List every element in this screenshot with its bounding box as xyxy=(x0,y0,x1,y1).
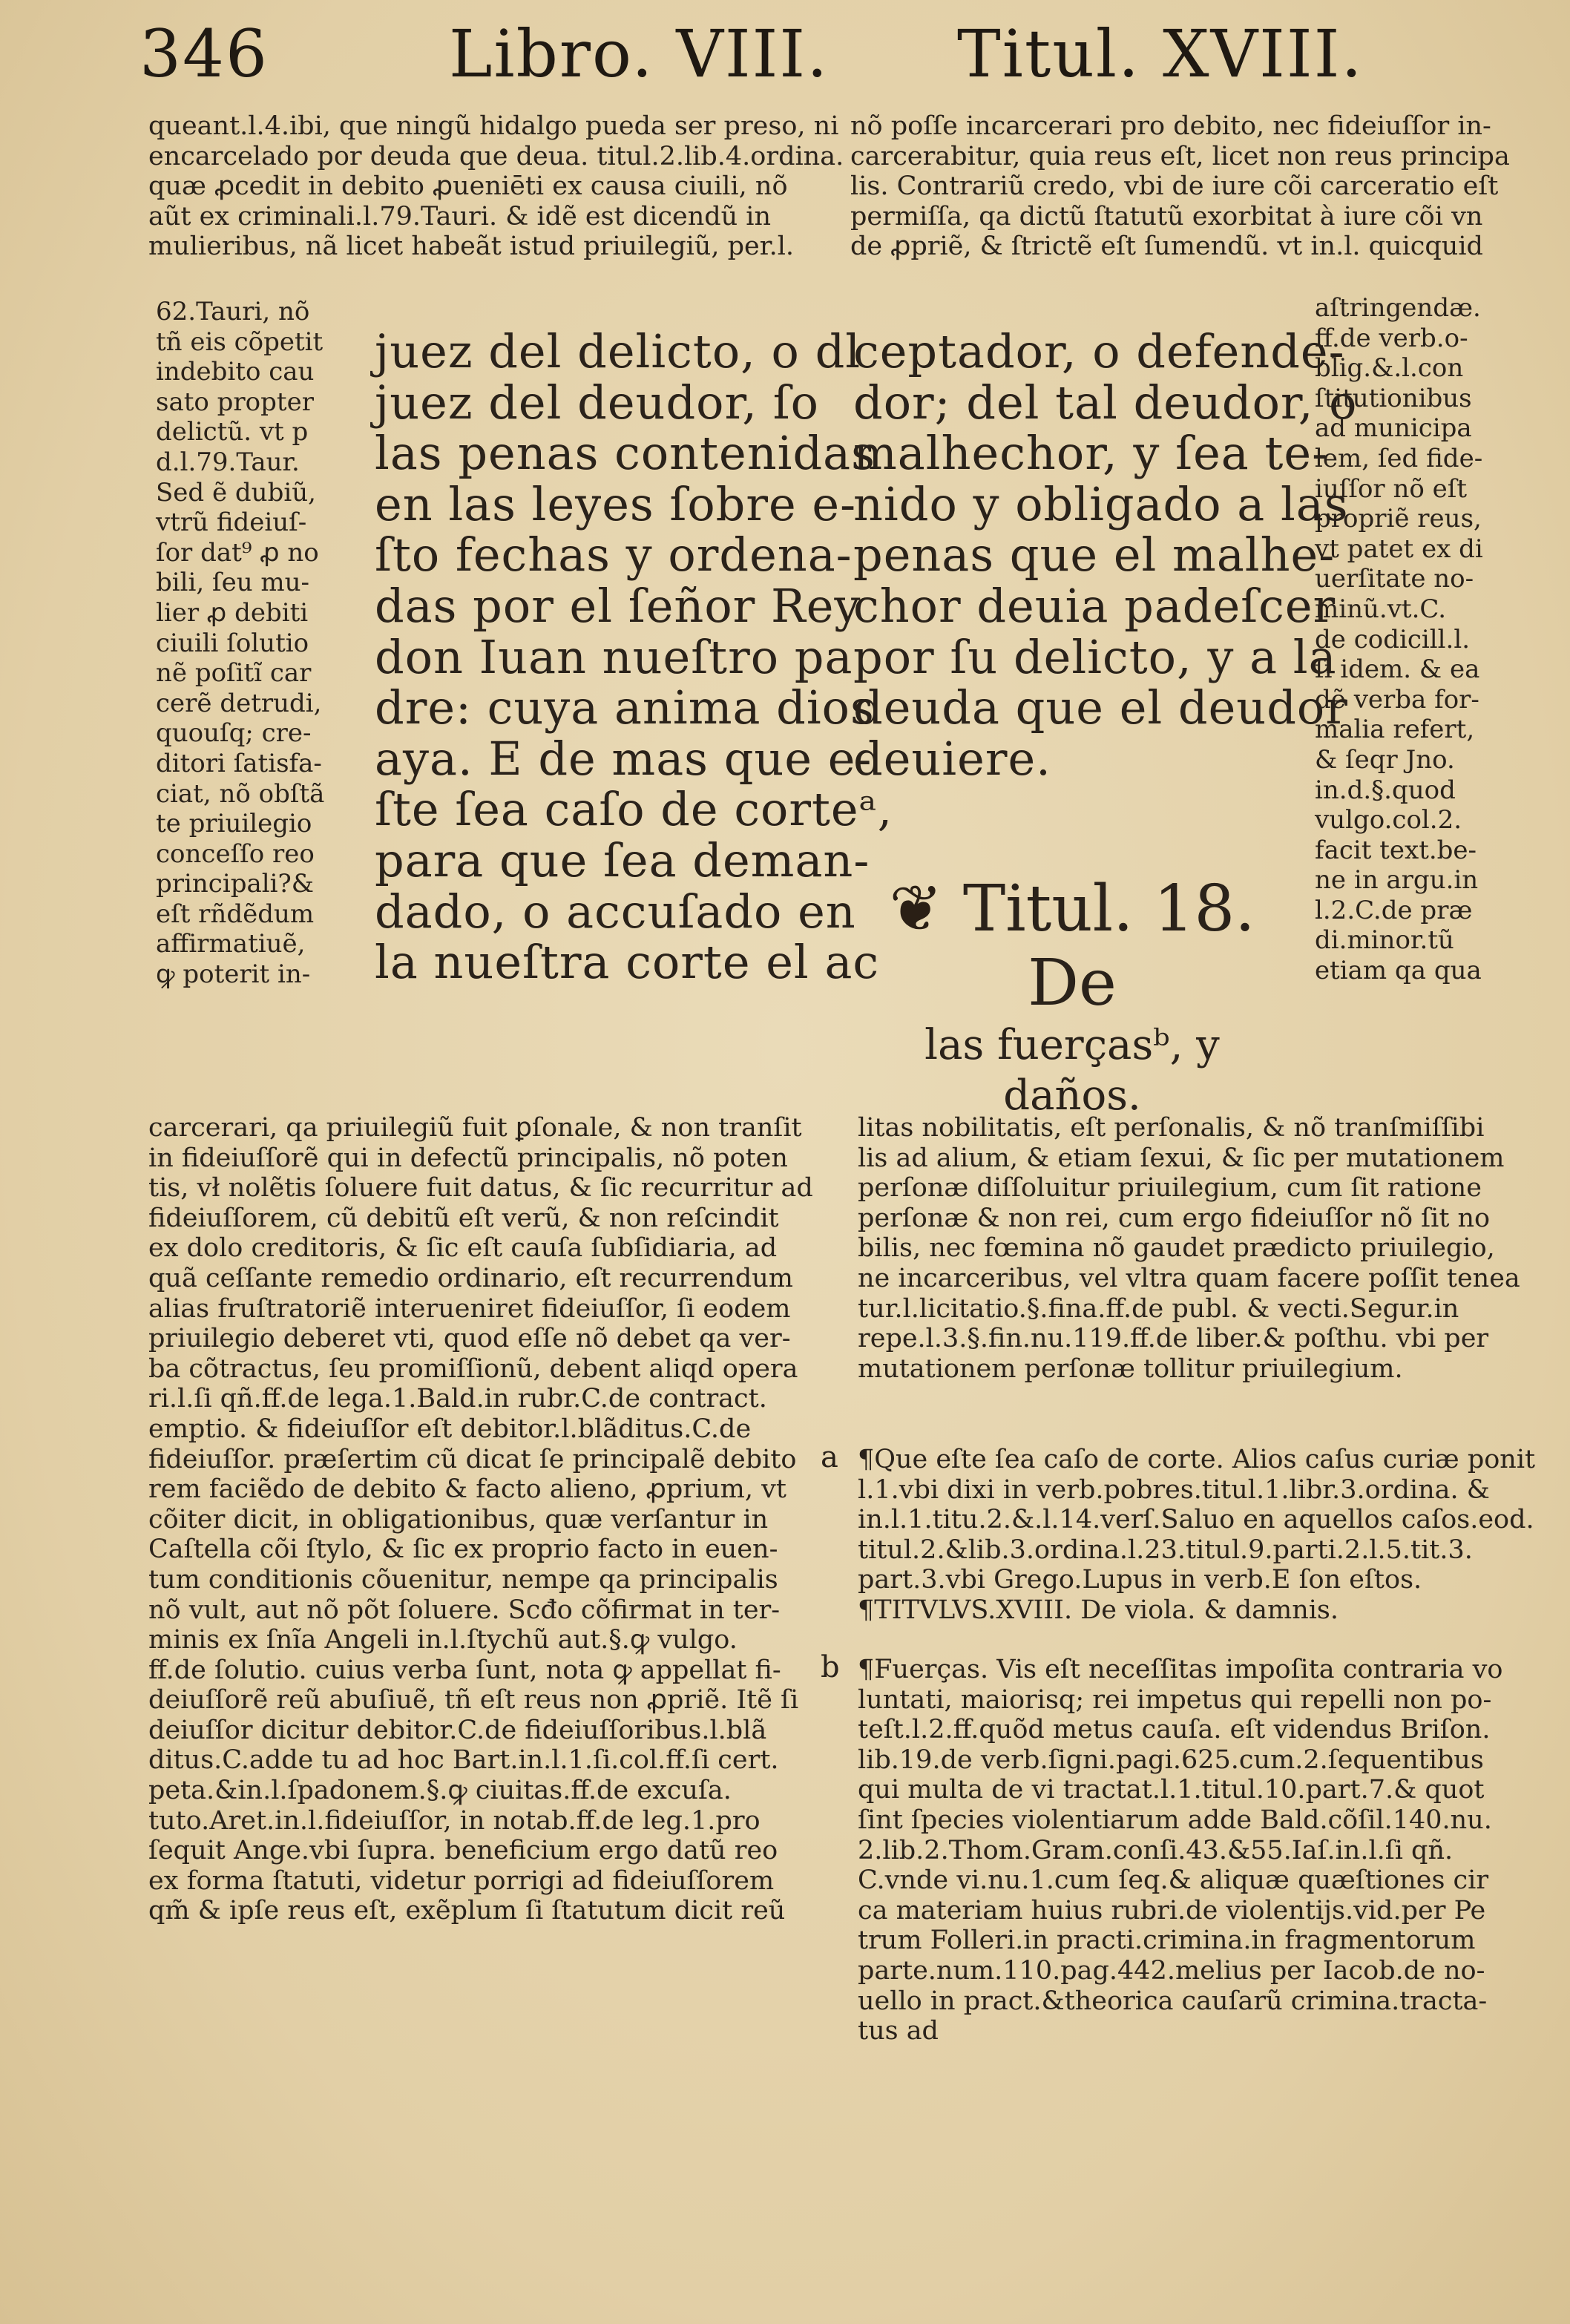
text-line: cerẽ detrudi, xyxy=(156,688,322,718)
text-line: qui multa de vi tractat.l.1.titul.10.part.7.& quot xyxy=(858,1775,1485,1805)
text-line: uello in pract.&theorica cauſarũ crimina.tracta- xyxy=(858,1986,1488,2016)
text-line: trum Folleri.in practi.crimina.in fragmentorum xyxy=(858,1926,1476,1956)
text-line: aya. E de mas que e- xyxy=(375,731,873,786)
text-line: vtrũ fideiuſ- xyxy=(156,508,307,538)
text-line: lem, ſed fide- xyxy=(1315,443,1483,473)
text-line: ſto fechas y ordena- xyxy=(375,528,853,582)
text-line: lis ad alium, & etiam ſexui, & ſic per mutationem xyxy=(858,1143,1505,1173)
text-line: part.3.vbi Grego.Lupus in verb.E ſon eſtos. xyxy=(858,1565,1422,1595)
text-line: iuſſor nõ eſt xyxy=(1315,473,1468,504)
note-b xyxy=(858,1655,1503,2046)
note-a-marker: a xyxy=(821,1440,838,1474)
text-line: por ſu delicto, y a la xyxy=(853,629,1337,684)
text-line: in.l.1.titu.2.&.l.14.verſ.Saluo en aquellos caſos.eod. xyxy=(858,1505,1534,1535)
text-line: cõiter dicit, in obligationibus, quæ verſantur in xyxy=(148,1504,769,1534)
text-line: mutationem perſonæ tollitur priuilegium. xyxy=(858,1353,1403,1384)
section-title xyxy=(846,872,1298,1121)
text-line: queant.l.4.ibi, que ningũ hidalgo pueda ser preso, ni xyxy=(148,111,839,141)
text-line: dẽ verba for- xyxy=(1315,684,1479,715)
text-line: peta.&in.l.ſpadonem.§.ꝙ ciuitas.ff.de excuſa. xyxy=(148,1776,732,1806)
text-line: priuilegio deberet vti, quod eſſe nõ debet qa ver- xyxy=(148,1324,791,1354)
text-line: ex forma ſtatuti, videtur porrigi ad fideiuſſorem xyxy=(148,1865,775,1896)
text-line: principali?& xyxy=(156,869,314,899)
text-line: in.d.§.quod xyxy=(1315,775,1456,805)
text-line: lib.19.de verb.ſigni.pagi.625.cum.2.ſequentibus xyxy=(858,1744,1484,1775)
text-line: perſonæ diſſoluitur priuilegium, cum ſit ratione xyxy=(858,1173,1482,1204)
text-line: perſonæ & non rei, cum ergo fideiuſſor nõ ſit no xyxy=(858,1203,1491,1233)
text-line: ¶Fuerças. Vis eſt neceſſitas impoſita contraria vo xyxy=(858,1655,1503,1684)
text-line: en las leyes ſobre e- xyxy=(375,476,857,531)
text-line: Sed ẽ dubiũ, xyxy=(156,477,316,508)
note-b-marker: b xyxy=(821,1650,840,1684)
text-line: carcerari, qa priuilegiũ fuit ꝑſonale, & non tranſit xyxy=(148,1113,802,1143)
text-line: conceſſo reo xyxy=(156,838,315,869)
text-line: bilis, nec fœmina nõ gaudet prædicto priuilegio, xyxy=(858,1233,1495,1264)
text-line: minũ.vt.C. xyxy=(1315,594,1447,624)
text-line: vulgo.col.2. xyxy=(1315,805,1462,836)
running-head-title: Titul. XVIII. xyxy=(957,16,1364,92)
text-line: de ꝓpriẽ, & ſtrictẽ eſt ſumendũ. vt in.l. quicquid xyxy=(850,232,1483,262)
text-line: di.minor.tũ xyxy=(1315,925,1454,956)
text-line: alias fruſtratoriẽ interueniret fideiuſſor, ſi eodem xyxy=(148,1293,791,1324)
text-line: chor deuia padeſcer xyxy=(853,578,1336,633)
text-line: das por el ſeñor Rey xyxy=(375,578,861,633)
gloss-left-narrow xyxy=(156,297,341,990)
text-line: ſtitutionibus xyxy=(1315,383,1472,413)
text-line: ri.l.ſi qñ.ff.de lega.1.Bald.in rubr.C.de contract. xyxy=(148,1384,767,1414)
text-line: qm̃ & ipſe reus eſt, exẽplum ſi ſtatutum dicit reũ xyxy=(148,1896,786,1926)
text-line: nõ poſſe incarcerari pro debito, nec fideiuſſor in- xyxy=(850,111,1491,141)
main-text-left xyxy=(375,324,893,990)
text-line: bili, ſeu mu- xyxy=(156,568,310,598)
fleuron-ornament-icon: ❦ xyxy=(889,872,943,946)
text-line: 2.lib.2.Thom.Gram.conſi.43.&55.Iaſ.in.l.ſi qñ. xyxy=(858,1835,1454,1865)
text-line: ¶TITVLVS.XVIII. De viola. & damnis. xyxy=(858,1595,1339,1625)
text-line: deuda que el deudor xyxy=(853,680,1348,735)
text-line: dre: cuya anima dios xyxy=(375,680,875,735)
text-line: 62.Tauri, nõ xyxy=(156,297,310,326)
text-line: ne in argu.in xyxy=(1315,865,1479,896)
text-line: ſor dat⁹ ꝓ no xyxy=(156,537,319,568)
text-line: deiuſſorẽ reũ abuſiuẽ, tñ eſt reus non ꝓpriẽ. Itẽ ſi xyxy=(148,1685,799,1716)
text-line: ad municipa xyxy=(1315,413,1472,444)
text-line: nẽ poſitĩ car xyxy=(156,658,312,689)
text-line: mulieribus, nã licet habeãt istud priuilegiũ, per.l. xyxy=(148,232,795,262)
text-line: luntati, maiorisq; rei impetus qui repelli non po- xyxy=(858,1684,1492,1715)
text-line: ſint ſpecies violentiarum adde Bald.cõſil.140.nu. xyxy=(858,1805,1492,1835)
text-line: ꝙ poterit in- xyxy=(156,959,311,990)
text-line: tñ eis cõpetit xyxy=(156,326,323,357)
text-line: ciat, nõ obſtã xyxy=(156,778,325,809)
text-line: parte.num.110.pag.442.melius per Iacob.de no- xyxy=(858,1955,1485,1986)
text-line: malia refert, xyxy=(1315,715,1475,745)
text-line: aſtringendæ. xyxy=(1315,293,1481,323)
text-line: litas nobilitatis, eſt perſonalis, & nõ tranſmiſſibi xyxy=(858,1113,1485,1143)
running-head-book: Libro. VIII. xyxy=(449,16,830,92)
gloss-top-left xyxy=(148,111,844,262)
text-line: l.1.vbi dixi in verb.pobres.titul.1.libr.3.ordina. & xyxy=(858,1474,1490,1505)
text-line: para que ſea deman- xyxy=(375,833,870,887)
text-line: repe.l.3.§.fin.nu.119.ff.de liber.& poſthu. vbi per xyxy=(858,1324,1489,1354)
gloss-bottom-right xyxy=(858,1113,1520,1384)
text-line: eſt rñdẽdum xyxy=(156,899,315,929)
text-line: juez del deudor, ſo xyxy=(375,375,819,430)
text-line: quouſq; cre- xyxy=(156,718,312,749)
text-line: deuiere. xyxy=(853,731,1051,786)
text-line: l.2.C.de præ xyxy=(1315,895,1473,925)
text-line: indebito cau xyxy=(156,357,315,387)
text-line: aũt ex criminali.l.79.Tauri. & idẽ est dicendũ in xyxy=(148,201,772,232)
text-line: la nueſtra corte el ac xyxy=(375,935,880,990)
gloss-top-right xyxy=(850,111,1510,262)
text-line: ſte ſea caſo de corteᵃ, xyxy=(375,782,893,837)
text-line: don Iuan nueſtro pa xyxy=(375,629,853,684)
text-line: fideiuſſorem, cũ debitũ eſt verũ, & non reſcindit xyxy=(148,1203,779,1233)
text-line: sato propter xyxy=(156,387,314,417)
text-line: lis. Contrariũ credo, vbi de iure cõi carceratio eſt xyxy=(850,171,1499,202)
section-title-line1: ❦ Titul. 18. De xyxy=(889,872,1255,1020)
text-line: fideiuſſor. præſertim cũ dicat ſe principalẽ debito xyxy=(148,1444,797,1474)
text-line: facit text.be- xyxy=(1315,835,1477,865)
text-line: ¶Que eſte ſea caſo de corte. Alios caſus curiæ ponit xyxy=(858,1445,1536,1474)
text-line: teſt.l.2.ff.quõd metus cauſa. eſt videndus Briſon. xyxy=(858,1715,1491,1745)
text-line: d.l.79.Taur. xyxy=(156,447,300,477)
text-line: de codicill.l. xyxy=(1315,624,1470,654)
text-line: las penas contenidas xyxy=(375,426,876,481)
text-line: quæ ꝓcedit in debito ꝓueniēti ex causa ciuili, nõ xyxy=(148,171,788,202)
text-line: ditori ſatisfa- xyxy=(156,748,322,778)
text-line: blig.&.l.con xyxy=(1315,353,1464,384)
text-line: tis, vł nolẽtis ſoluere fuit datus, & ſic recurritur ad xyxy=(148,1173,813,1204)
text-line: rem faciẽdo de debito & facto alieno, ꝓprium, vt xyxy=(148,1474,786,1505)
text-line: ditus.C.adde tu ad hoc Bart.in.l.1.ſi.col.ff.ſi cert. xyxy=(148,1745,779,1776)
text-line: ff.de verb.o- xyxy=(1315,323,1468,353)
text-line: malhechor, y ſea te- xyxy=(853,426,1329,481)
text-line: C.vnde vi.nu.1.cum ſeq.& aliquæ quæſtiones cir xyxy=(858,1865,1489,1896)
text-line: affirmatiuẽ, xyxy=(156,929,306,959)
section-title-line2: las fuerçasᵇ, y xyxy=(924,1021,1220,1069)
note-a xyxy=(858,1445,1536,1626)
text-line: juez del delicto, o dl xyxy=(375,324,861,378)
text-line: minis ex ſnĩa Angeli in.l.ſtychũ aut.§.ꝙ vulgo. xyxy=(148,1625,738,1655)
text-line: & ſeqr Jno. xyxy=(1315,744,1455,775)
page-number: 346 xyxy=(139,16,269,92)
text-line: dor; del tal deudor, o xyxy=(853,375,1358,430)
text-line: nõ vult, aut nõ põt ſoluere. Scđo cõfirmat in ter- xyxy=(148,1595,781,1625)
main-text-right xyxy=(853,324,1358,786)
text-line: vt patet ex di xyxy=(1315,534,1483,564)
text-line: emptio. & fideiuſſor eſt debitor.l.blãditus.C.de xyxy=(148,1414,752,1444)
text-line: nido y obligado a las xyxy=(853,476,1349,531)
text-line: tur.l.licitatio.§.fina.ff.de publ. & vecti.Segur.in xyxy=(858,1293,1459,1324)
text-line: delictũ. vt p xyxy=(156,417,309,447)
text-line: encarcelado por deuda que deua. titul.2.lib.4.ordina. xyxy=(148,141,844,171)
text-line: lier ꝓ debiti xyxy=(156,597,309,628)
gloss-bottom-left xyxy=(148,1113,813,1926)
text-line: Caſtella cõi ſtylo, & ſic ex proprio facto in euen- xyxy=(148,1534,778,1565)
text-line: ſi idem. & ea xyxy=(1315,654,1480,685)
text-line: ca materiam huius rubri.de violentijs.vid.per Pe xyxy=(858,1895,1486,1926)
text-line: penas que el malhe- xyxy=(853,528,1336,582)
text-line: ciuili ſolutio xyxy=(156,628,309,658)
text-line: ex dolo creditoris, & ſic eſt cauſa ſubſidiaria, ad xyxy=(148,1233,778,1264)
section-title-line3: daños. xyxy=(1003,1071,1141,1120)
text-line: titul.2.&lib.3.ordina.l.23.titul.9.parti.2.l.5.tit.3. xyxy=(858,1534,1473,1565)
text-line: etiam qa qua xyxy=(1315,956,1482,986)
text-line: ceptador, o defende- xyxy=(853,324,1345,378)
text-line: tus ad xyxy=(858,2016,939,2046)
text-line: ſequit Ange.vbi ſupra. beneficium ergo datũ reo xyxy=(148,1836,778,1866)
text-line: deiuſſor dicitur debitor.C.de fideiuſſoribus.l.blã xyxy=(148,1715,767,1745)
text-line: ff.de ſolutio. cuius verba ſunt, nota ꝙ appellat fi- xyxy=(148,1655,781,1685)
text-line: propriẽ reus, xyxy=(1315,504,1482,534)
text-line: ba cõtractus, ſeu promiſſionũ, debent aliqd opera xyxy=(148,1353,798,1384)
text-line: tum conditionis cõuenitur, nempe qa principalis xyxy=(148,1564,778,1595)
text-line: ne incarceribus, vel vltra quam facere poſſit tenea xyxy=(858,1263,1520,1293)
text-line: tuto.Aret.in.l.fideiuſſor, in notab.ff.de leg.1.pro xyxy=(148,1805,761,1836)
text-line: te priuilegio xyxy=(156,809,312,839)
text-line: in fideiuſſorẽ qui in defectũ principalis, nõ poten xyxy=(148,1143,788,1173)
text-line: carcerabitur, quia reus eſt, licet non reus principa xyxy=(850,141,1510,171)
text-line: quã ceſſante remedio ordinario, eſt recurrendum xyxy=(148,1263,793,1293)
text-line: permiſſa, qa dictũ ſtatutũ exorbitat à iure cõi vn xyxy=(850,201,1483,232)
text-line: uerſitate no- xyxy=(1315,564,1474,594)
text-line: dado, o accuſado en xyxy=(375,884,856,939)
